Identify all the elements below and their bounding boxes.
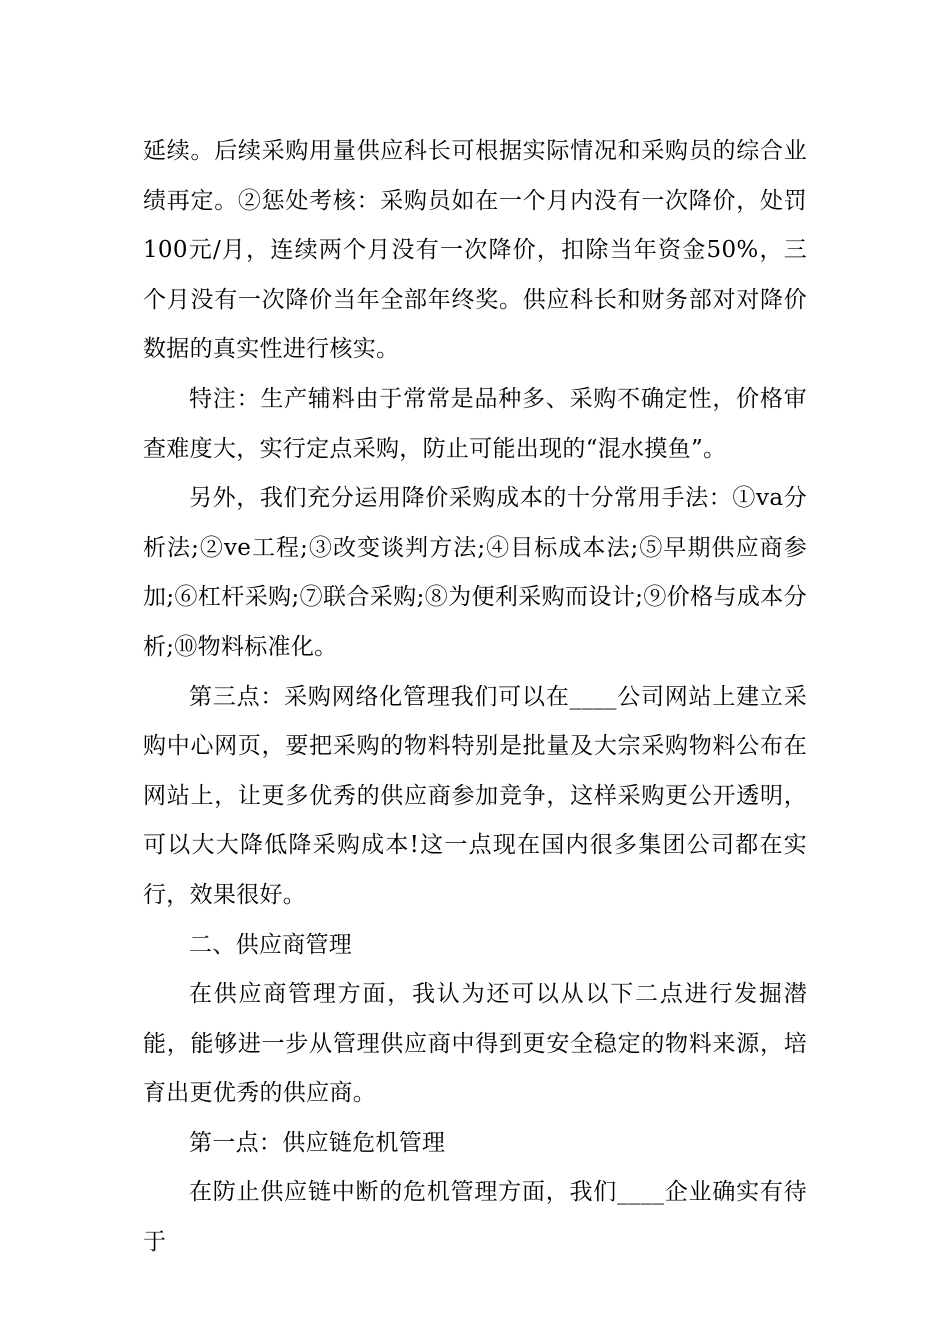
section-heading-supplier-management: 二、供应商管理: [189, 931, 353, 958]
paragraph-2: 特注：生产辅料由于常常是品种多、采购不确定性，价格审查难度大，实行定点采购，防止可能出现的“混水摸鱼”。: [143, 385, 807, 462]
paragraph-6: 在防止供应链中断的危机管理方面，我们____企业确实有待于: [143, 1179, 807, 1256]
paragraph-5: 在供应商管理方面，我认为还可以从以下二点进行发掘潜能，能够进一步从管理供应商中得到更安全稳定的物料来源，培育出更优秀的供应商。: [143, 981, 807, 1107]
paragraph-1: 延续。后续采购用量供应科长可根据实际情况和采购员的综合业绩再定。②惩处考核：采购员如在一个月内没有一次降价，处罚100元/月，连续两个月没有一次降价，扣除当年资金50%，三个月没有一次降价当年全部年终奖。供应科长和财务部对对降价数据的真实性进行核实。: [143, 138, 807, 363]
document-body: [143, 127, 807, 1268]
paragraph-3: 另外，我们充分运用降价采购成本的十分常用手法：①va分析法;②ve工程;③改变谈判方法;④目标成本法;⑤早期供应商参加;⑥杠杆采购;⑦联合采购;⑧为便利采购而设计;⑨价格与成本分析;⑩物料标准化。: [143, 485, 807, 660]
subheading-supply-chain-crisis: 第一点：供应链危机管理: [189, 1129, 446, 1156]
paragraph-4: 第三点：采购网络化管理我们可以在____公司网站上建立采购中心网页，要把采购的物料特别是批量及大宗采购物料公布在网站上，让更多优秀的供应商参加竞争，这样采购更公开透明，可以大大降低降采购成本!这一点现在国内很多集团公司都在实行，效果很好。: [143, 683, 807, 908]
